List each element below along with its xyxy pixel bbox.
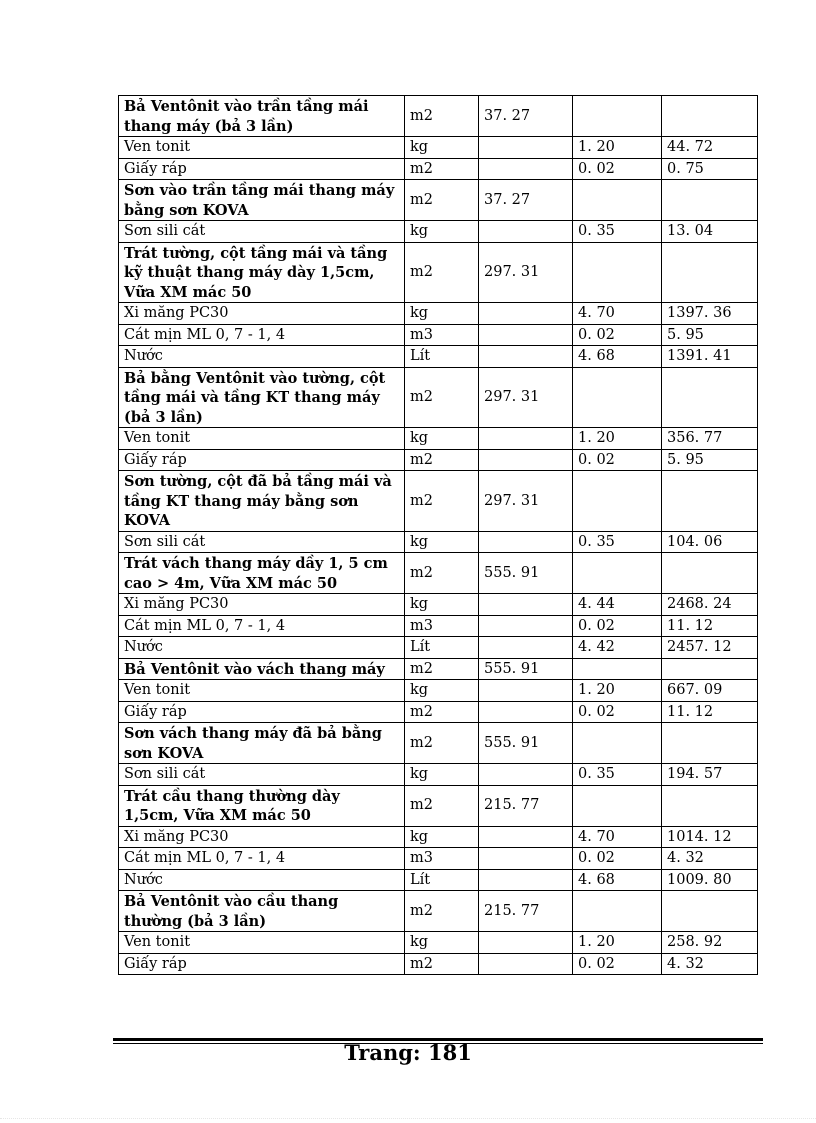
- total-cell: 5. 95: [662, 324, 758, 346]
- unit-cell: m3: [405, 324, 479, 346]
- item-description: Bả Ventônit vào trần tầng mái thang máy (bả 3 lần): [119, 96, 405, 137]
- work-item-row: [119, 658, 758, 680]
- unit-cell: m2: [405, 953, 479, 975]
- quantity-cell: [479, 615, 573, 637]
- total-cell: [662, 96, 758, 137]
- work-item-row: [119, 553, 758, 594]
- total-cell: 667. 09: [662, 680, 758, 702]
- norm-cell: [573, 471, 662, 532]
- item-description: Xi măng PC30: [119, 303, 405, 325]
- norm-cell: 0. 02: [573, 701, 662, 723]
- material-row: [119, 449, 758, 471]
- norm-cell: 1. 20: [573, 137, 662, 159]
- item-description: Cát mịn ML 0, 7 - 1, 4: [119, 848, 405, 870]
- work-item-row: [119, 471, 758, 532]
- material-row: [119, 346, 758, 368]
- total-cell: 2457. 12: [662, 637, 758, 659]
- quantity-cell: [479, 680, 573, 702]
- total-cell: [662, 723, 758, 764]
- item-description: Giấy ráp: [119, 449, 405, 471]
- norm-cell: 4. 44: [573, 594, 662, 616]
- norm-cell: [573, 553, 662, 594]
- quantity-cell: [479, 701, 573, 723]
- quantity-cell: [479, 449, 573, 471]
- item-description: Bả bằng Ventônit vào tường, cột tầng mái và tầng KT thang máy (bả 3 lần): [119, 367, 405, 428]
- norm-cell: 4. 68: [573, 869, 662, 891]
- work-item-row: [119, 96, 758, 137]
- norm-cell: 4. 70: [573, 826, 662, 848]
- material-row: [119, 303, 758, 325]
- norm-cell: 1. 20: [573, 932, 662, 954]
- quantity-cell: [479, 303, 573, 325]
- item-description: Trát cầu thang thường dày 1,5cm, Vữa XM mác 50: [119, 785, 405, 826]
- total-cell: [662, 367, 758, 428]
- item-description: Sơn sili cát: [119, 531, 405, 553]
- norm-cell: 1. 20: [573, 680, 662, 702]
- quantity-cell: [479, 848, 573, 870]
- quantity-cell: [479, 869, 573, 891]
- quantity-cell: [479, 324, 573, 346]
- material-row: [119, 637, 758, 659]
- total-cell: 258. 92: [662, 932, 758, 954]
- total-cell: 44. 72: [662, 137, 758, 159]
- material-row: [119, 701, 758, 723]
- material-row: [119, 324, 758, 346]
- material-row: [119, 680, 758, 702]
- total-cell: [662, 180, 758, 221]
- unit-cell: m2: [405, 96, 479, 137]
- material-row: [119, 953, 758, 975]
- total-cell: [662, 471, 758, 532]
- unit-cell: kg: [405, 826, 479, 848]
- unit-cell: m2: [405, 471, 479, 532]
- material-row: [119, 137, 758, 159]
- material-row: [119, 848, 758, 870]
- quantity-cell: 37. 27: [479, 180, 573, 221]
- unit-cell: m2: [405, 367, 479, 428]
- norm-cell: [573, 96, 662, 137]
- total-cell: 1009. 80: [662, 869, 758, 891]
- material-row: [119, 764, 758, 786]
- item-description: Sơn vào trần tầng mái thang máy bằng sơn KOVA: [119, 180, 405, 221]
- unit-cell: Lít: [405, 869, 479, 891]
- page-bottom-dotted-line: [0, 1118, 816, 1119]
- unit-cell: kg: [405, 428, 479, 450]
- quantity-cell: 297. 31: [479, 367, 573, 428]
- item-description: Cát mịn ML 0, 7 - 1, 4: [119, 324, 405, 346]
- unit-cell: m2: [405, 785, 479, 826]
- quantity-cell: [479, 221, 573, 243]
- norm-cell: 0. 02: [573, 324, 662, 346]
- norm-cell: [573, 723, 662, 764]
- norm-cell: 0. 35: [573, 221, 662, 243]
- total-cell: [662, 553, 758, 594]
- unit-cell: kg: [405, 594, 479, 616]
- quantity-cell: [479, 637, 573, 659]
- unit-cell: m2: [405, 242, 479, 303]
- norm-cell: 0. 35: [573, 764, 662, 786]
- item-description: Sơn tường, cột đã bả tầng mái và tầng KT thang máy bằng sơn KOVA: [119, 471, 405, 532]
- material-row: [119, 869, 758, 891]
- material-row: [119, 221, 758, 243]
- quantity-cell: 37. 27: [479, 96, 573, 137]
- quantity-cell: 215. 77: [479, 891, 573, 932]
- material-row: [119, 158, 758, 180]
- norm-cell: [573, 180, 662, 221]
- work-item-row: [119, 180, 758, 221]
- item-description: Sơn sili cát: [119, 221, 405, 243]
- unit-cell: m2: [405, 553, 479, 594]
- total-cell: [662, 658, 758, 680]
- unit-cell: m3: [405, 848, 479, 870]
- work-item-row: [119, 367, 758, 428]
- item-description: Nước: [119, 869, 405, 891]
- quantity-cell: [479, 764, 573, 786]
- item-description: Xi măng PC30: [119, 826, 405, 848]
- unit-cell: m2: [405, 891, 479, 932]
- item-description: Trát vách thang máy dầy 1, 5 cm cao > 4m, Vữa XM mác 50: [119, 553, 405, 594]
- materials-table: [118, 95, 758, 975]
- item-description: Giấy ráp: [119, 953, 405, 975]
- total-cell: [662, 242, 758, 303]
- quantity-cell: 555. 91: [479, 658, 573, 680]
- total-cell: [662, 891, 758, 932]
- total-cell: [662, 785, 758, 826]
- total-cell: 5. 95: [662, 449, 758, 471]
- total-cell: 1397. 36: [662, 303, 758, 325]
- material-row: [119, 932, 758, 954]
- unit-cell: kg: [405, 221, 479, 243]
- item-description: Bả Ventônit vào vách thang máy: [119, 658, 405, 680]
- norm-cell: 4. 70: [573, 303, 662, 325]
- item-description: Nước: [119, 346, 405, 368]
- unit-cell: m2: [405, 723, 479, 764]
- total-cell: 13. 04: [662, 221, 758, 243]
- quantity-cell: [479, 953, 573, 975]
- quantity-cell: 555. 91: [479, 723, 573, 764]
- norm-cell: [573, 242, 662, 303]
- unit-cell: kg: [405, 764, 479, 786]
- total-cell: 1391. 41: [662, 346, 758, 368]
- quantity-cell: [479, 932, 573, 954]
- total-cell: 4. 32: [662, 848, 758, 870]
- quantity-cell: [479, 137, 573, 159]
- work-item-row: [119, 891, 758, 932]
- item-description: Bả Ventônit vào cầu thang thường (bả 3 lần): [119, 891, 405, 932]
- item-description: Trát tường, cột tầng mái và tầng kỹ thuật thang máy dày 1,5cm, Vữa XM mác 50: [119, 242, 405, 303]
- total-cell: 2468. 24: [662, 594, 758, 616]
- page-number: Trang: 181: [344, 1040, 472, 1065]
- item-description: Ven tonit: [119, 932, 405, 954]
- norm-cell: 4. 68: [573, 346, 662, 368]
- materials-table-body: [119, 96, 758, 975]
- material-row: [119, 826, 758, 848]
- unit-cell: m2: [405, 658, 479, 680]
- unit-cell: Lít: [405, 637, 479, 659]
- item-description: Sơn vách thang máy đã bả bằng sơn KOVA: [119, 723, 405, 764]
- total-cell: 356. 77: [662, 428, 758, 450]
- quantity-cell: [479, 346, 573, 368]
- item-description: Giấy ráp: [119, 701, 405, 723]
- material-row: [119, 428, 758, 450]
- quantity-cell: 215. 77: [479, 785, 573, 826]
- item-description: Nước: [119, 637, 405, 659]
- item-description: Giấy ráp: [119, 158, 405, 180]
- norm-cell: [573, 891, 662, 932]
- unit-cell: m2: [405, 180, 479, 221]
- norm-cell: 0. 02: [573, 848, 662, 870]
- unit-cell: m3: [405, 615, 479, 637]
- work-item-row: [119, 785, 758, 826]
- unit-cell: kg: [405, 137, 479, 159]
- unit-cell: kg: [405, 303, 479, 325]
- quantity-cell: [479, 428, 573, 450]
- norm-cell: 4. 42: [573, 637, 662, 659]
- material-row: [119, 615, 758, 637]
- item-description: Ven tonit: [119, 137, 405, 159]
- item-description: Sơn sili cát: [119, 764, 405, 786]
- work-item-row: [119, 723, 758, 764]
- total-cell: 1014. 12: [662, 826, 758, 848]
- quantity-cell: 555. 91: [479, 553, 573, 594]
- norm-cell: 0. 02: [573, 158, 662, 180]
- norm-cell: 1. 20: [573, 428, 662, 450]
- unit-cell: m2: [405, 449, 479, 471]
- material-row: [119, 594, 758, 616]
- unit-cell: m2: [405, 701, 479, 723]
- quantity-cell: 297. 31: [479, 242, 573, 303]
- quantity-cell: [479, 594, 573, 616]
- quantity-cell: [479, 826, 573, 848]
- item-description: Ven tonit: [119, 680, 405, 702]
- norm-cell: 0. 02: [573, 615, 662, 637]
- total-cell: 0. 75: [662, 158, 758, 180]
- unit-cell: m2: [405, 158, 479, 180]
- unit-cell: kg: [405, 932, 479, 954]
- total-cell: 11. 12: [662, 615, 758, 637]
- material-row: [119, 531, 758, 553]
- norm-cell: 0. 02: [573, 449, 662, 471]
- norm-cell: [573, 785, 662, 826]
- item-description: Xi măng PC30: [119, 594, 405, 616]
- quantity-cell: [479, 158, 573, 180]
- norm-cell: 0. 02: [573, 953, 662, 975]
- quantity-cell: [479, 531, 573, 553]
- norm-cell: [573, 658, 662, 680]
- unit-cell: kg: [405, 680, 479, 702]
- quantity-cell: 297. 31: [479, 471, 573, 532]
- unit-cell: kg: [405, 531, 479, 553]
- total-cell: 11. 12: [662, 701, 758, 723]
- total-cell: 194. 57: [662, 764, 758, 786]
- norm-cell: [573, 367, 662, 428]
- work-item-row: [119, 242, 758, 303]
- total-cell: 4. 32: [662, 953, 758, 975]
- item-description: Ven tonit: [119, 428, 405, 450]
- norm-cell: 0. 35: [573, 531, 662, 553]
- item-description: Cát mịn ML 0, 7 - 1, 4: [119, 615, 405, 637]
- total-cell: 104. 06: [662, 531, 758, 553]
- unit-cell: Lít: [405, 346, 479, 368]
